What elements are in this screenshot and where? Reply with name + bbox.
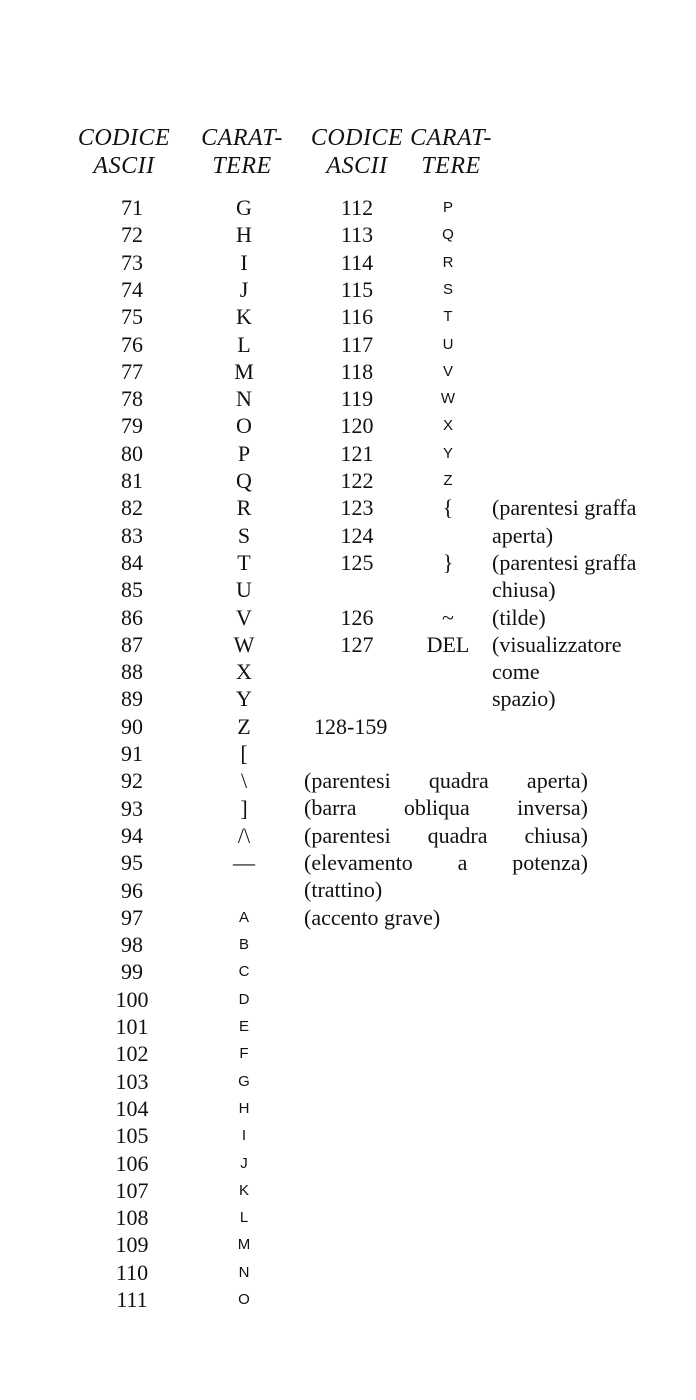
character-cell: P bbox=[237, 441, 251, 466]
ascii-code-cell: 108 bbox=[115, 1205, 149, 1230]
header-ascii-code-right bbox=[304, 124, 410, 180]
header-line: CARAT- bbox=[410, 125, 492, 151]
character-cell: O bbox=[238, 1291, 250, 1308]
character-cell: A bbox=[238, 909, 249, 926]
character-cell: R bbox=[236, 495, 252, 520]
character-cell: M bbox=[234, 359, 254, 384]
ascii-code-cell: 93 bbox=[121, 796, 143, 821]
character-cell: \ bbox=[240, 768, 248, 793]
ascii-code-cell: 110 bbox=[115, 1260, 149, 1285]
ascii-code-cell: 106 bbox=[115, 1151, 149, 1176]
character-cell: S bbox=[237, 523, 251, 548]
ascii-code-cell: 81 bbox=[121, 468, 143, 493]
character-cell: B bbox=[238, 936, 249, 953]
ascii-code-cell: 115 bbox=[340, 277, 374, 302]
ascii-code-cell: 80 bbox=[121, 441, 143, 466]
description-cell: (visualizzatore bbox=[492, 632, 622, 657]
character-cell: Y bbox=[236, 686, 252, 711]
ascii-code-cell: 79 bbox=[121, 413, 143, 438]
character-cell: W bbox=[233, 632, 255, 657]
character-cell: DEL bbox=[426, 632, 470, 657]
character-cell: E bbox=[238, 1018, 249, 1035]
ascii-code-cell: 119 bbox=[340, 386, 374, 411]
description-cell: come bbox=[492, 659, 540, 684]
note-line: (elevamento a potenza) bbox=[304, 850, 588, 875]
ascii-code-cell: 84 bbox=[121, 550, 143, 575]
character-cell: V bbox=[236, 605, 252, 630]
description-cell: (parentesi graffa bbox=[492, 495, 637, 520]
character-cell: ] bbox=[240, 796, 248, 821]
ascii-code-cell: 98 bbox=[121, 932, 143, 957]
ascii-code-cell: 83 bbox=[121, 523, 143, 548]
character-cell: Z bbox=[443, 472, 453, 489]
ascii-code-cell: 120 bbox=[340, 413, 374, 438]
header-character-right bbox=[403, 124, 499, 180]
ascii-code-cell: 95 bbox=[121, 850, 143, 875]
character-cell: Q bbox=[442, 226, 454, 243]
ascii-code-cell: 127 bbox=[340, 632, 374, 657]
ascii-code-cell: 97 bbox=[121, 905, 143, 930]
ascii-code-cell: 124 bbox=[340, 523, 374, 548]
ascii-code-cell: 109 bbox=[115, 1232, 149, 1257]
range-label: 128-159 bbox=[314, 714, 388, 739]
character-cell: L bbox=[239, 1209, 249, 1226]
ascii-code-cell: 118 bbox=[340, 359, 374, 384]
character-cell: Z bbox=[237, 714, 251, 739]
character-cell: W bbox=[440, 390, 456, 407]
ascii-code-cell: 96 bbox=[121, 878, 143, 903]
character-cell: R bbox=[442, 254, 454, 271]
ascii-code-cell: 116 bbox=[340, 304, 374, 329]
header-line: TERE bbox=[421, 153, 481, 179]
ascii-code-cell: 72 bbox=[121, 222, 143, 247]
character-cell: I bbox=[241, 1127, 247, 1144]
ascii-code-cell: 111 bbox=[116, 1287, 148, 1312]
ascii-code-cell: 87 bbox=[121, 632, 143, 657]
character-cell: H bbox=[238, 1100, 250, 1117]
character-cell: H bbox=[236, 222, 252, 247]
character-cell: X bbox=[236, 659, 252, 684]
ascii-code-cell: 90 bbox=[121, 714, 143, 739]
ascii-code-cell: 91 bbox=[121, 741, 143, 766]
character-cell: S bbox=[442, 281, 453, 298]
description-cell: chiusa) bbox=[492, 577, 556, 602]
ascii-code-cell: 78 bbox=[121, 386, 143, 411]
note-line: (parentesi quadra chiusa) bbox=[304, 823, 588, 848]
ascii-code-cell: 105 bbox=[115, 1123, 149, 1148]
character-cell: X bbox=[442, 417, 453, 434]
description-cell: (parentesi graffa bbox=[492, 550, 637, 575]
header-character-left bbox=[192, 124, 292, 180]
ascii-code-cell: 71 bbox=[121, 195, 143, 220]
note-line: (barra obliqua inversa) bbox=[304, 795, 588, 820]
description-cell: aperta) bbox=[492, 523, 554, 548]
character-cell: N bbox=[238, 1264, 250, 1281]
ascii-code-cell: 121 bbox=[340, 441, 374, 466]
ascii-code-cell: 88 bbox=[121, 659, 143, 684]
ascii-code-cell: 75 bbox=[121, 304, 143, 329]
ascii-code-cell: 99 bbox=[121, 959, 143, 984]
character-cell: ~ bbox=[442, 605, 454, 630]
character-cell: T bbox=[443, 308, 453, 325]
character-cell: { bbox=[442, 495, 454, 520]
header-line: TERE bbox=[212, 153, 272, 179]
character-cell: O bbox=[236, 413, 252, 438]
ascii-code-cell: 77 bbox=[121, 359, 143, 384]
ascii-code-cell: 125 bbox=[340, 550, 374, 575]
character-cell: G bbox=[236, 195, 252, 220]
header-ascii-code-left bbox=[68, 124, 180, 180]
character-cell: K bbox=[238, 1182, 249, 1199]
character-cell: [ bbox=[240, 741, 248, 766]
header-line: CODICE bbox=[77, 125, 171, 151]
ascii-code-cell: 122 bbox=[340, 468, 374, 493]
character-cell: M bbox=[237, 1236, 251, 1253]
ascii-code-cell: 112 bbox=[340, 195, 374, 220]
character-cell: J bbox=[239, 277, 249, 302]
ascii-code-cell: 114 bbox=[340, 250, 374, 275]
ascii-code-cell: 86 bbox=[121, 605, 143, 630]
character-cell: F bbox=[239, 1045, 249, 1062]
ascii-code-cell: 74 bbox=[121, 277, 143, 302]
ascii-code-cell: 123 bbox=[340, 495, 374, 520]
character-cell: C bbox=[238, 963, 250, 980]
character-cell: } bbox=[442, 550, 454, 575]
ascii-code-cell: 94 bbox=[121, 823, 143, 848]
character-cell: J bbox=[240, 1155, 248, 1172]
ascii-code-cell: 73 bbox=[121, 250, 143, 275]
character-cell: I bbox=[240, 250, 248, 275]
header-line: CARAT- bbox=[201, 125, 283, 151]
header-line: ASCII bbox=[326, 153, 388, 179]
ascii-code-cell: 117 bbox=[340, 332, 374, 357]
ascii-code-cell: 102 bbox=[115, 1041, 149, 1066]
header-line: ASCII bbox=[93, 153, 155, 179]
character-cell: T bbox=[237, 550, 251, 575]
character-cell: K bbox=[236, 304, 252, 329]
ascii-code-cell: 89 bbox=[121, 686, 143, 711]
ascii-code-cell: 82 bbox=[121, 495, 143, 520]
ascii-code-cell: 92 bbox=[121, 768, 143, 793]
note-line: (accento grave) bbox=[304, 905, 441, 930]
header-line: CODICE bbox=[310, 125, 404, 151]
ascii-code-cell: 101 bbox=[115, 1014, 149, 1039]
character-cell: G bbox=[238, 1073, 250, 1090]
character-cell: N bbox=[236, 386, 252, 411]
ascii-code-cell: 126 bbox=[340, 605, 374, 630]
description-cell: (tilde) bbox=[492, 605, 546, 630]
ascii-code-cell: 85 bbox=[121, 577, 143, 602]
description-cell: spazio) bbox=[492, 686, 556, 711]
character-cell: D bbox=[238, 991, 250, 1008]
character-cell: Q bbox=[236, 468, 252, 493]
character-cell: Y bbox=[442, 445, 453, 462]
character-cell: U bbox=[442, 336, 454, 353]
note-line: (parentesi quadra aperta) bbox=[304, 768, 588, 793]
ascii-code-cell: 107 bbox=[115, 1178, 149, 1203]
character-cell: V bbox=[442, 363, 453, 380]
character-cell: L bbox=[237, 332, 251, 357]
ascii-code-cell: 76 bbox=[121, 332, 143, 357]
ascii-code-cell: 113 bbox=[340, 222, 374, 247]
note-line: (trattino) bbox=[304, 877, 383, 902]
ascii-code-cell: 104 bbox=[115, 1096, 149, 1121]
ascii-code-cell: 103 bbox=[115, 1069, 149, 1094]
character-cell: /\ bbox=[237, 823, 251, 848]
ascii-code-cell: 100 bbox=[115, 987, 149, 1012]
character-cell: P bbox=[442, 199, 453, 216]
character-cell: U bbox=[236, 577, 252, 602]
character-cell: — bbox=[233, 850, 255, 875]
